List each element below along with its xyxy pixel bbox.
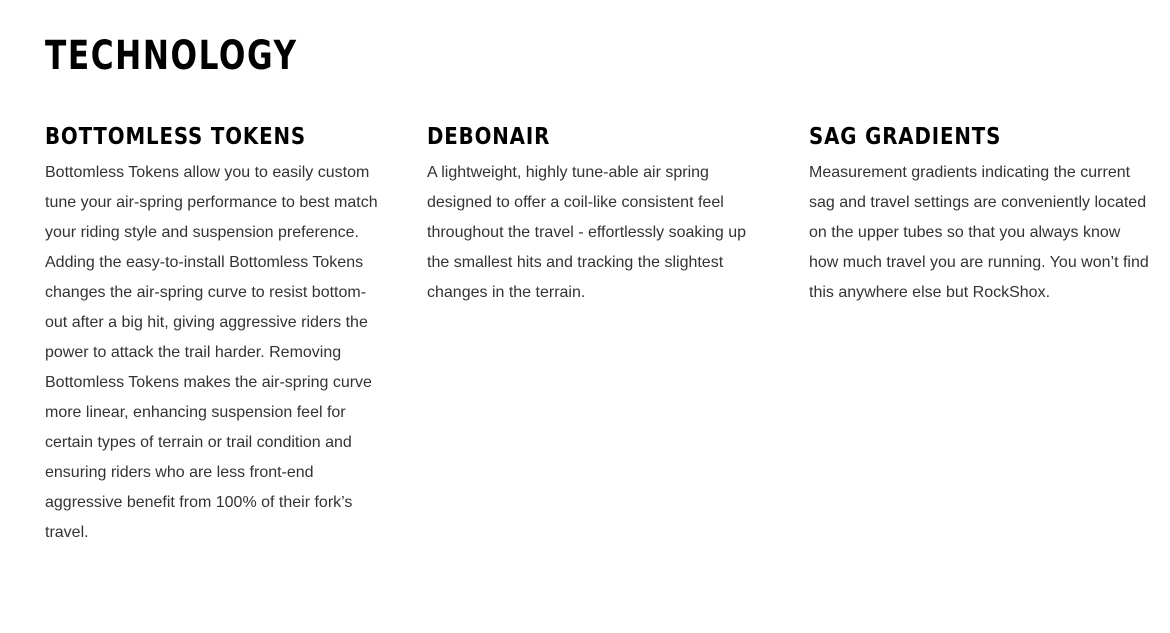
technology-section — [45, 30, 1149, 541]
feature-description: A lightweight, highly tune-able air spring designed to offer a coil-like consistent feel throughout the travel - effortlessly soaking up the smallest hits and tracking the slightest changes in the terrain. — [427, 164, 746, 301]
feature-description: Measurement gradients indicating the current sag and travel settings are conveniently located on the upper tubes so that you always know how much travel you are running. You won’t find this anywhere else but RockShox. — [809, 164, 1149, 301]
feature-heading: DEBONAIR — [427, 124, 551, 150]
feature-heading: SAG GRADIENTS — [809, 124, 1002, 150]
feature-heading: BOTTOMLESS TOKENS — [45, 124, 307, 150]
feature-description: Bottomless Tokens allow you to easily custom tune your air-spring performance to best match your riding style and suspension preference. Adding the easy-to-install Bottomless Tokens changes the air-spring curve to resist bottom-out after a big hit, giving aggressive riders the power to attack the trail harder. Removing Bottomless Tokens makes the air-spring curve more linear, enhancing suspension feel for certain types of terrain or trail condition and ensuring riders who are less front-end aggressive benefit from 100% of their fork’s travel. — [45, 164, 378, 541]
feature-sag-gradients — [809, 122, 1149, 308]
feature-bottomless-tokens — [45, 122, 385, 548]
page-title: TECHNOLOGY — [45, 33, 298, 79]
feature-debonair — [427, 122, 767, 308]
